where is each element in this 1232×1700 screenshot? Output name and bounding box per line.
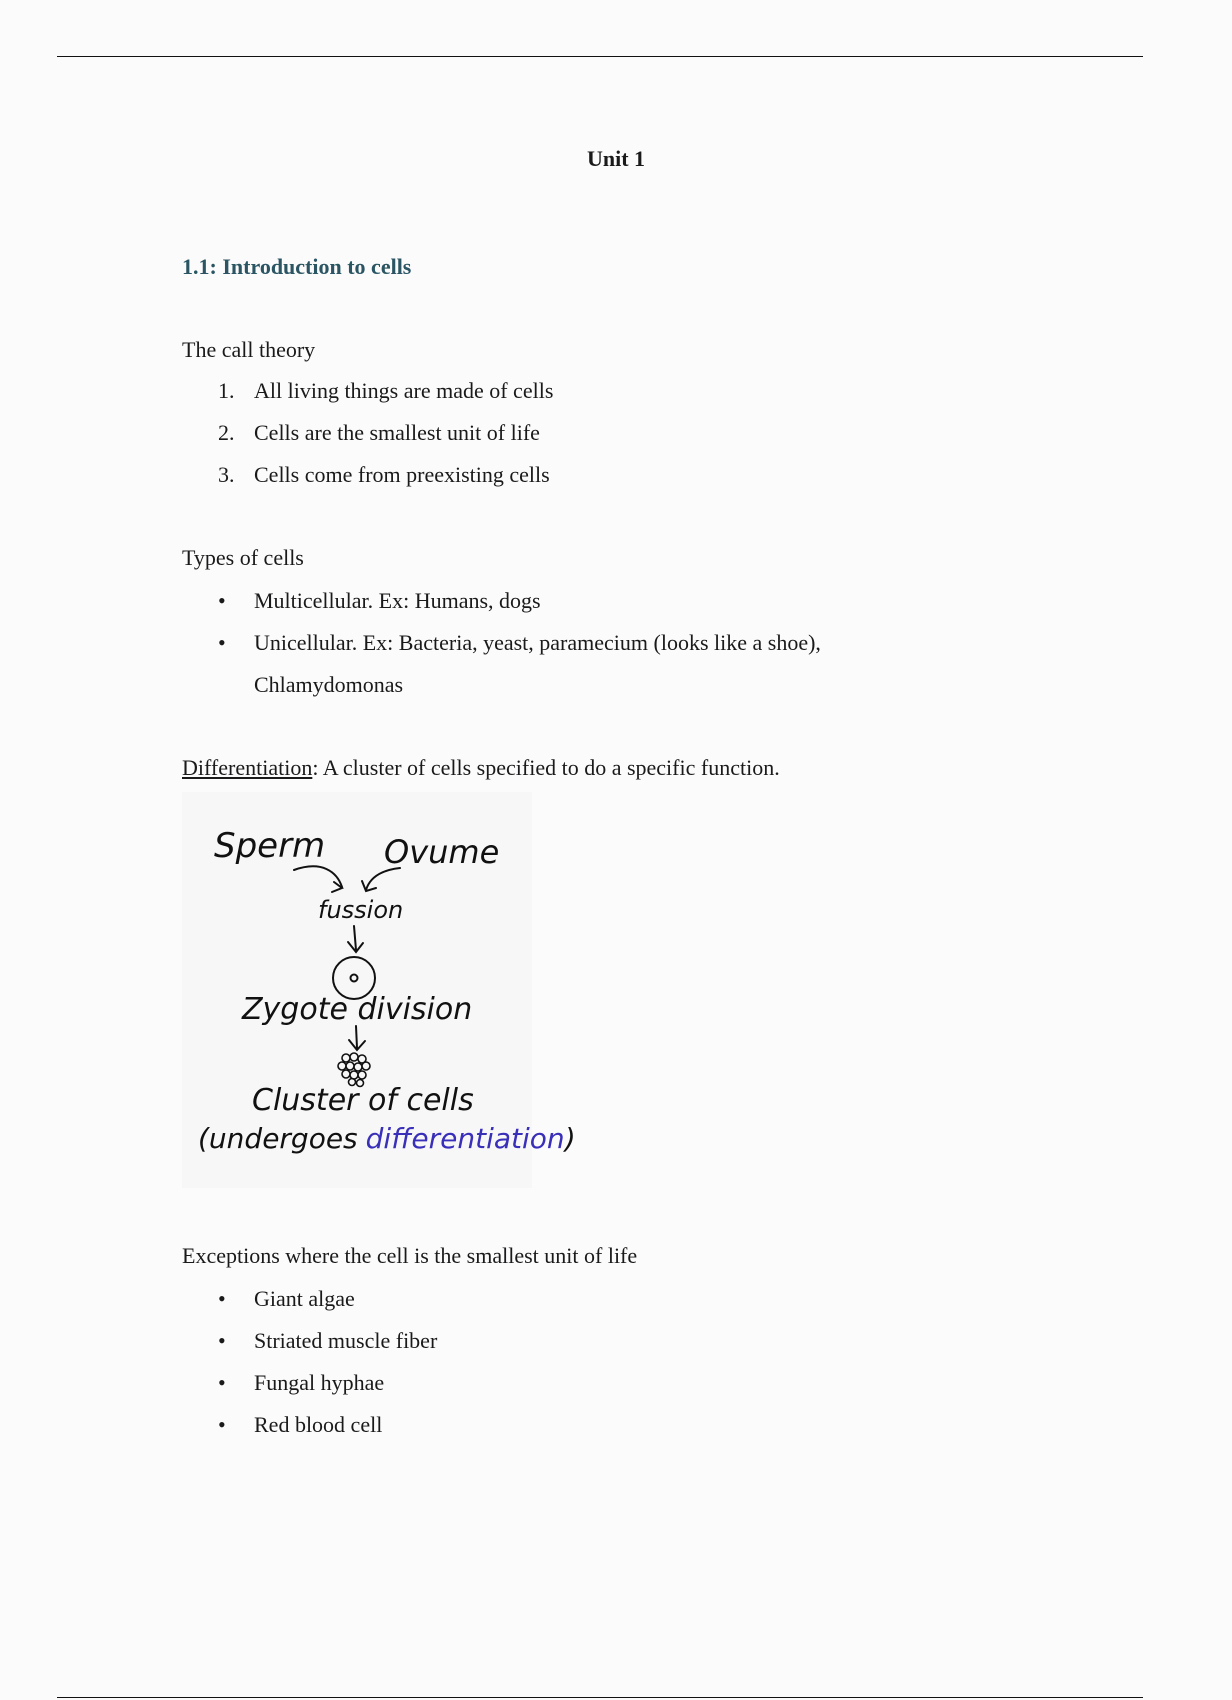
list-item: [182, 1404, 437, 1446]
list-item: [182, 454, 553, 496]
zygote-nucleus: [351, 975, 358, 982]
bottom-rule: [57, 1697, 1143, 1698]
list-item: [182, 1278, 437, 1320]
sketch-undergoes-line: [198, 1122, 576, 1155]
list-item-text: All living things are made of cells: [254, 378, 554, 403]
cell-theory-list: [182, 370, 553, 496]
bullet-marker: •: [218, 630, 226, 655]
list-item: [182, 370, 553, 412]
list-item-text: Multicellular. Ex: Humans, dogs: [254, 588, 541, 613]
exceptions-heading: Exceptions where the cell is the smallest unit of life: [182, 1243, 638, 1268]
section-heading: 1.1: Introduction to cells: [182, 254, 412, 279]
sketch-undergoes-label: (undergoes: [198, 1122, 358, 1155]
sketch-ovum-label: Ovume: [384, 833, 500, 871]
bullet-marker: •: [218, 1412, 226, 1437]
list-marker: 1.: [218, 378, 235, 403]
list-item-text: Cells come from preexisting cells: [254, 462, 550, 487]
list-item: [182, 1362, 437, 1404]
top-rule: [57, 56, 1143, 57]
sketch-differentiation-word: differentiation: [365, 1122, 565, 1155]
list-marker: 2.: [218, 420, 235, 445]
differentiation-term: Differentiation: [182, 755, 313, 780]
arrow-from-ovum: [362, 868, 400, 891]
types-list: [182, 580, 821, 706]
cell-theory-heading: The call theory: [182, 337, 316, 362]
sketch-close-paren: ): [564, 1122, 576, 1155]
bullet-marker: •: [218, 1328, 226, 1353]
sketch-zygote-label: Zygote division: [242, 992, 473, 1027]
bullet-marker: •: [218, 1370, 226, 1395]
bullet-marker: •: [218, 588, 226, 613]
differentiation-definition: [182, 755, 780, 781]
list-item-text: Unicellular. Ex: Bacteria, yeast, paramecium (looks like a shoe),: [254, 630, 821, 655]
bullet-marker: •: [218, 1286, 226, 1311]
list-item-text: Cells are the smallest unit of life: [254, 420, 540, 445]
list-item-text: Giant algae: [254, 1286, 355, 1311]
page-title: Unit 1: [586, 146, 646, 171]
list-item-text: Red blood cell: [254, 1412, 383, 1437]
list-item: [182, 622, 821, 706]
list-item: [182, 412, 553, 454]
sketch-fusion-label: fussion: [318, 896, 404, 924]
list-item-text-continued: Chlamydomonas: [254, 672, 404, 697]
arrow-down-2: [349, 1026, 365, 1050]
differentiation-text: : A cluster of cells specified to do a specific function.: [312, 755, 780, 780]
list-item-text: Fungal hyphae: [254, 1370, 385, 1395]
sketch-cluster-label: Cluster of cells: [252, 1083, 474, 1118]
list-marker: 3.: [218, 462, 235, 487]
types-heading: Types of cells: [182, 545, 304, 570]
exceptions-list: [182, 1278, 437, 1446]
list-item-text: Striated muscle fiber: [254, 1328, 438, 1353]
arrow-from-sperm: [294, 866, 342, 892]
list-item: [182, 580, 821, 622]
cell-cluster: [338, 1053, 370, 1087]
handwritten-sketch: [182, 792, 576, 1188]
list-item: [182, 1320, 437, 1362]
sketch-sperm-label: Sperm: [214, 826, 326, 866]
arrow-down-1: [348, 926, 363, 952]
